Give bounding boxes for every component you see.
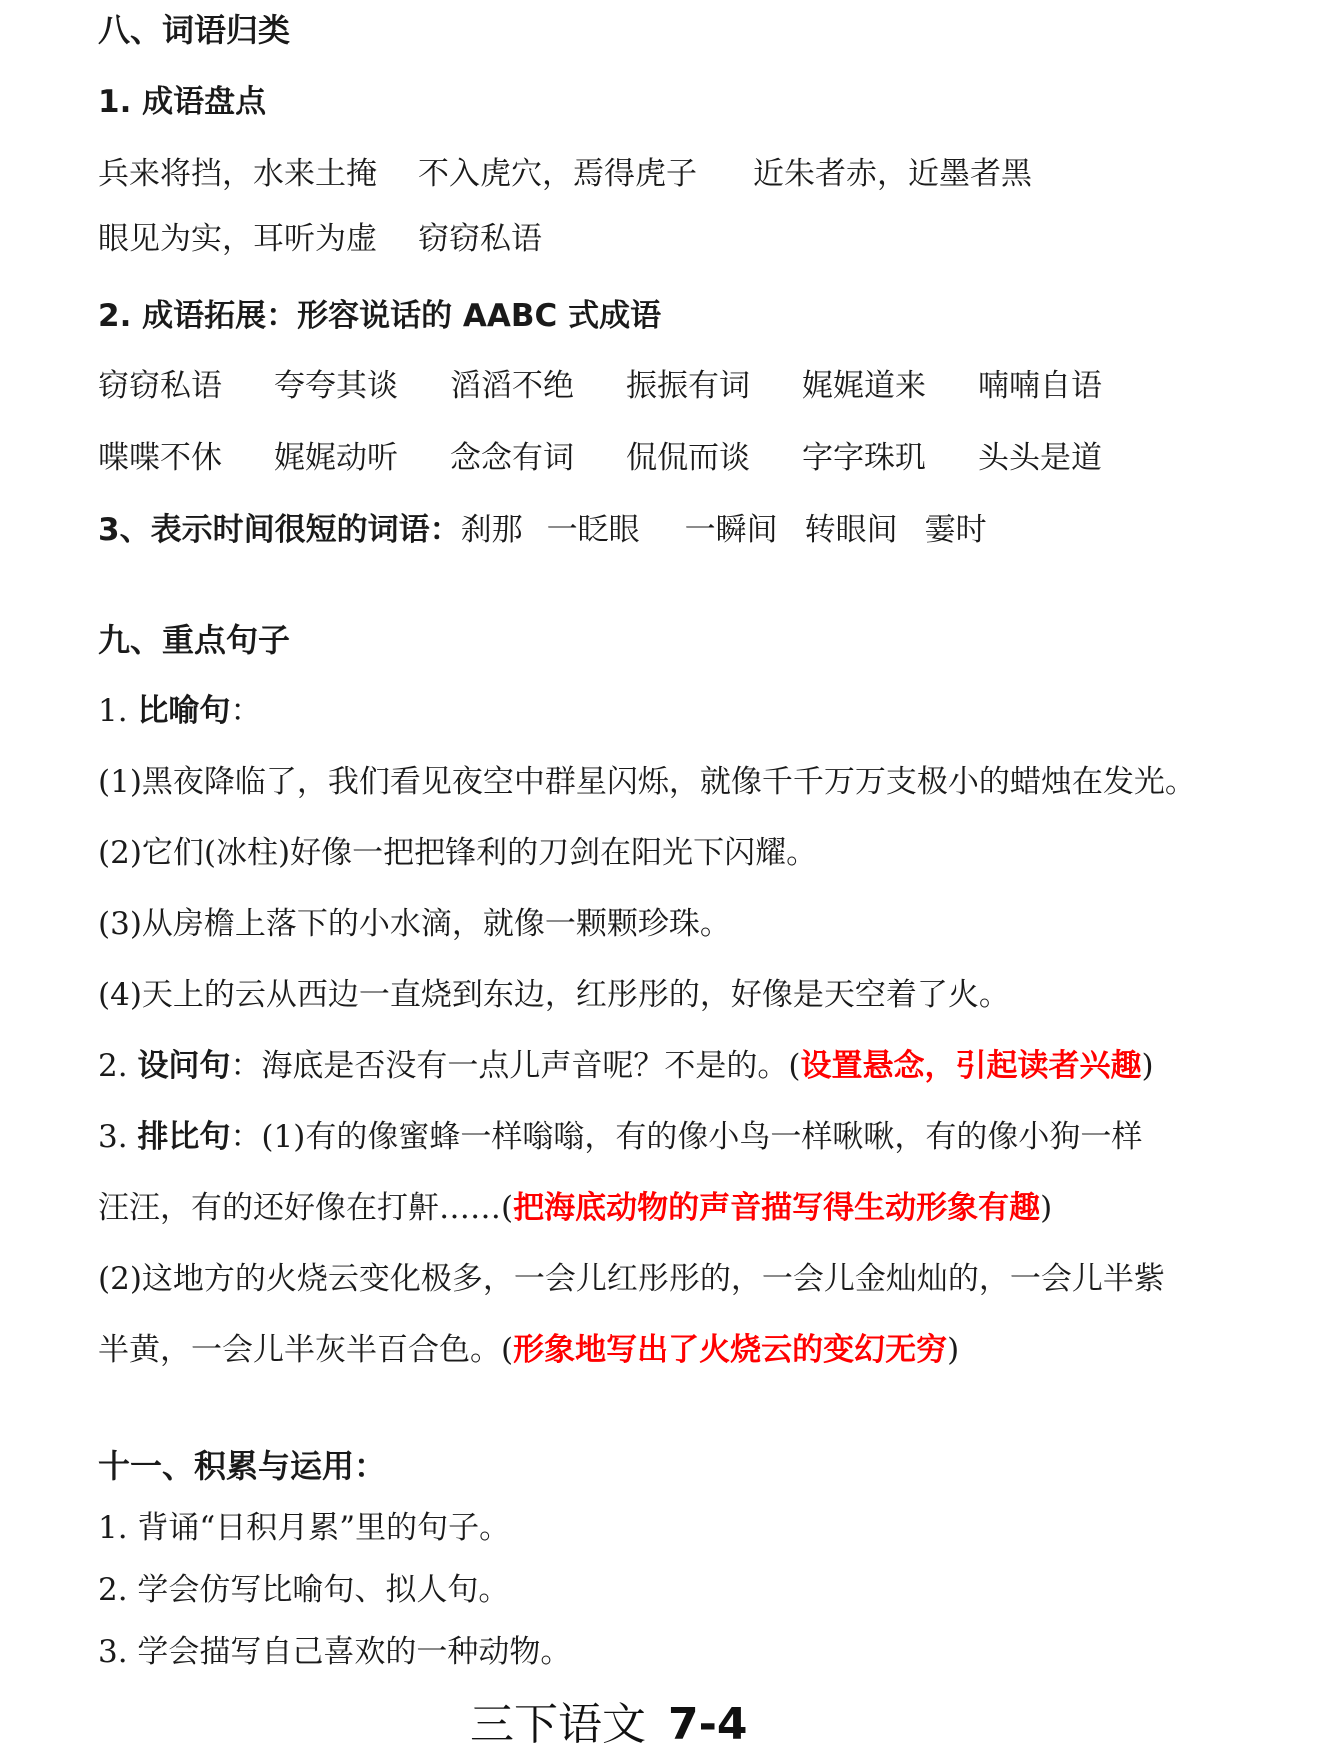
section8-title: 八、词语归类 xyxy=(98,11,291,49)
simile-item-4: (4)天上的云从西边一直烧到东边，红彤彤的，好像是天空着了火。 xyxy=(98,977,1010,1013)
parallel2-note: 形象地写出了火烧云的变幻无穷 xyxy=(513,1332,948,1368)
section11-title: 十一、积累与运用： xyxy=(98,1447,387,1485)
simile-num: 1. xyxy=(98,693,128,729)
question-num: 2. xyxy=(98,1048,128,1084)
question-note: 设置悬念，引起读者兴趣 xyxy=(800,1048,1142,1084)
parallel-line-2 xyxy=(98,1188,1052,1228)
idiom-item: 喋喋不休 xyxy=(98,440,222,476)
idiom-item: 夸夸其谈 xyxy=(274,368,398,404)
parallel1-note: 把海底动物的声音描写得生动形象有趣 xyxy=(513,1190,1041,1226)
idiom-item: 兵来将挡，水来土掩 xyxy=(98,156,377,192)
page-footer xyxy=(470,1698,748,1752)
idiom-item: 字字珠玑 xyxy=(802,440,926,476)
idiom-item: 近朱者赤，近墨者黑 xyxy=(753,156,1032,192)
simile-item-1: (1)黑夜降临了，我们看见夜空中群星闪烁，就像千千万万支极小的蜡烛在发光。 xyxy=(98,764,1196,800)
practice-item-2: 2. 学会仿写比喻句、拟人句。 xyxy=(98,1572,510,1608)
simile-heading xyxy=(98,691,261,731)
parallel-num: 3. xyxy=(98,1119,128,1155)
parallel-line-1 xyxy=(98,1117,1142,1157)
time-words-row xyxy=(98,510,987,550)
section9-title: 九、重点句子 xyxy=(98,621,291,659)
idiom-row-1 xyxy=(98,154,1032,194)
idiom-item: 娓娓动听 xyxy=(274,440,398,476)
idiom-item: 窃窃私语 xyxy=(418,221,542,257)
parallel2-line-1: (2)这地方的火烧云变化极多，一会儿红彤彤的，一会儿金灿灿的，一会儿半紫 xyxy=(98,1261,1165,1297)
aabc-row-1 xyxy=(98,366,1154,406)
parallel1-text: ：(1)有的像蜜蜂一样嗡嗡，有的像小鸟一样啾啾，有的像小狗一样 xyxy=(230,1119,1143,1155)
idiom-item: 念念有词 xyxy=(450,440,574,476)
time-word: 一瞬间 xyxy=(684,512,778,548)
simile-label: 比喻句 xyxy=(137,693,231,729)
simile-item-3: (3)从房檐上落下的小水滴，就像一颗颗珍珠。 xyxy=(98,906,731,942)
parallel2-text-cont: 半黄，一会儿半灰半百合色。( xyxy=(98,1332,514,1368)
idiom-item: 振振有词 xyxy=(626,368,750,404)
practice-item-1: 1. 背诵“日积月累”里的句子。 xyxy=(98,1510,511,1546)
time-word: 霎时 xyxy=(924,512,987,548)
simile-colon: ： xyxy=(230,693,262,729)
footer-label: 三下语文 xyxy=(470,1699,646,1750)
idiom-item: 侃侃而谈 xyxy=(626,440,750,476)
section8-sub2: 2. 成语拓展：形容说话的 AABC 式成语 xyxy=(98,298,662,334)
idiom-item: 不入虎穴，焉得虎子 xyxy=(418,156,697,192)
parallel1-close: ) xyxy=(1040,1190,1053,1226)
time-word: 一眨眼 xyxy=(546,512,640,548)
page-number: 7-4 xyxy=(668,1699,748,1750)
idiom-item: 头头是道 xyxy=(978,440,1102,476)
parallel1-text-cont: 汪汪，有的还好像在打鼾……( xyxy=(98,1190,514,1226)
aabc-row-2 xyxy=(98,438,1154,478)
idiom-item: 喃喃自语 xyxy=(978,368,1102,404)
idiom-item: 滔滔不绝 xyxy=(450,368,574,404)
section8-sub1: 1. 成语盘点 xyxy=(98,84,267,120)
parallel2-line-2 xyxy=(98,1330,959,1370)
question-label: 设问句 xyxy=(137,1048,231,1084)
simile-item-2: (2)它们(冰柱)好像一把把锋利的刀剑在阳光下闪耀。 xyxy=(98,835,818,871)
time-words-label: 3、表示时间很短的词语： xyxy=(98,512,461,548)
time-word: 转眼间 xyxy=(804,512,898,548)
parallel2-close: ) xyxy=(947,1332,960,1368)
question-close: ) xyxy=(1141,1048,1154,1084)
time-word: 刹那 xyxy=(460,512,523,548)
parallel-label: 排比句 xyxy=(137,1119,231,1155)
idiom-item: 娓娓道来 xyxy=(802,368,926,404)
question-text: ：海底是否没有一点儿声音呢？不是的。( xyxy=(230,1048,801,1084)
idiom-item: 窃窃私语 xyxy=(98,368,222,404)
idiom-row-2 xyxy=(98,219,542,259)
rhetorical-question xyxy=(98,1046,1154,1086)
idiom-item: 眼见为实，耳听为虚 xyxy=(98,221,377,257)
practice-item-3: 3. 学会描写自己喜欢的一种动物。 xyxy=(98,1634,572,1670)
